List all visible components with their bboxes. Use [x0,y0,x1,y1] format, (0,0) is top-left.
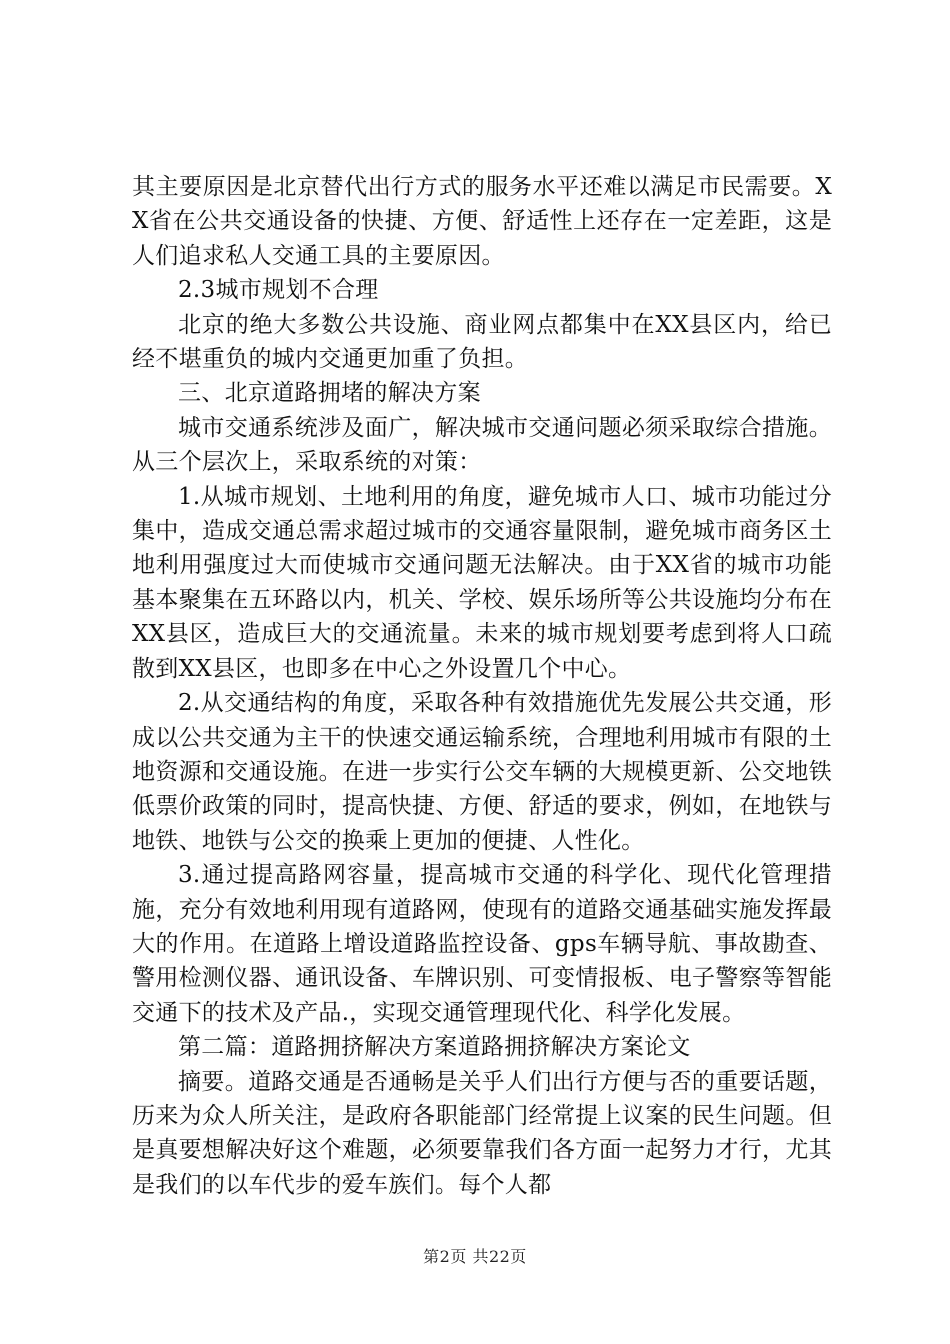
paragraph-continuation: 其主要原因是北京替代出行方式的服务水平还难以满足市民需要。XX省在公共交通设备的快捷、方便、舒适性上还存在一定差距，这是人们追求私人交通工具的主要原因。 [132,174,832,269]
paragraph-item-2: 2.从交通结构的角度，采取各种有效措施优先发展公共交通，形成以公共交通为主干的快速交通运输系统，合理地利用城市有限的土地资源和交通设施。在进一步实行公交车辆的大规模更新、公交地铁低票价政策的同时，提高快捷、方便、舒适的要求，例如，在地铁与地铁、地铁与公交的换乘上更加的便捷、人性化。 [132,690,832,854]
section-heading-solutions: 三、北京道路拥堵的解决方案 [178,380,481,407]
paragraph-item-3: 3.通过提高路网容量，提高城市交通的科学化、现代化管理措施，充分有效地利用现有道路网，使现有的道路交通基础实施发挥最大的作用。在道路上增设道路监控设备、gps车辆导航、事故勘查、警用检测仪器、通讯设备、车牌识别、可变情报板、电子警察等智能交通下的技术及产品.，实现交通管理现代化、科学化发展。 [132,862,832,1026]
paragraph-item-1: 1.从城市规划、土地利用的角度，避免城市人口、城市功能过分集中，造成交通总需求超过城市的交通容量限制，避免城市商务区土地利用强度过大而使城市交通问题无法解决。由于XX省的城市功能基本聚集在五环路以内，机关、学校、娱乐场所等公共设施均分布在XX县区，造成巨大的交通流量。未来的城市规划要考虑到将人口疏散到XX县区，也即多在中心之外设置几个中心。 [132,483,832,682]
paragraph-comprehensive-measures: 城市交通系统涉及面广，解决城市交通问题必须采取综合措施。从三个层次上，采取系统的对策： [132,414,832,476]
page-footer: 第2页 共22页 [423,1247,527,1266]
paragraph-public-facilities: 北京的绝大多数公共设施、商业网点都集中在XX县区内，给已经不堪重负的城内交通更加重了负担。 [132,311,832,373]
section-heading-2-3: 2.3城市规划不合理 [178,277,379,304]
paragraph-abstract: 摘要。道路交通是否通畅是关乎人们出行方便与否的重要话题，历来为众人所关注，是政府各职能部门经常提上议案的民生问题。但是真要想解决好这个难题，必须要靠我们各方面一起努力才行，尤其是我们的以车代步的爱车族们。每个人都 [132,1068,832,1198]
document-body [132,170,832,1202]
section-heading-part-two: 第二篇：道路拥挤解决方案道路拥挤解决方案论文 [178,1034,691,1061]
